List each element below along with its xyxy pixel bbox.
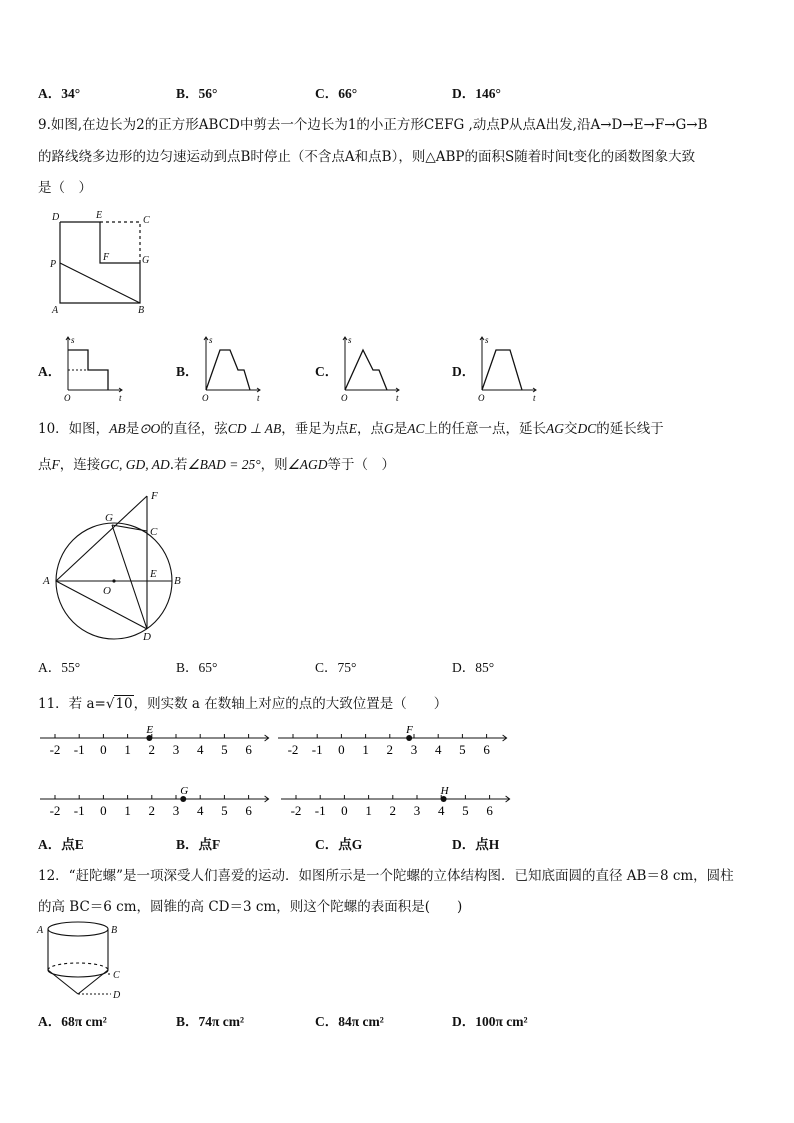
tick-label: 6 — [245, 742, 252, 757]
tick-label: -2 — [49, 742, 61, 757]
q9-graph-c — [337, 333, 407, 405]
q9-graph-a — [60, 333, 130, 405]
tick-label: -1 — [73, 742, 85, 757]
q9-label-f: F — [103, 252, 110, 263]
point-label-f: F — [406, 724, 413, 736]
q9-label-b: B — [138, 305, 145, 316]
q8-option-b: B．56° — [176, 86, 218, 101]
tick-label: 4 — [437, 803, 445, 818]
q11-text: 11．若 a=√10，则实数 a 在数轴上对应的点的大致位置是（ ） — [38, 696, 448, 712]
q9-graph-a-t: t — [119, 393, 122, 403]
tick-label: 0 — [338, 742, 345, 757]
tick-label: 4 — [196, 803, 204, 818]
q9-graph-d — [474, 333, 544, 405]
q9-graph-d-o: O — [478, 393, 485, 403]
tick-label: -1 — [73, 803, 85, 818]
q9-graph-c-o: O — [341, 393, 348, 403]
tick-label: 0 — [100, 803, 107, 818]
tick-label: 6 — [486, 803, 493, 818]
point-label-e: E — [146, 724, 154, 736]
tick-label: 2 — [148, 742, 156, 757]
q9-graph-a-s: s — [71, 335, 75, 345]
q10-label-b: B — [174, 575, 181, 587]
tick-label: -2 — [290, 803, 302, 818]
q9-text-line3: 是（ ） — [38, 180, 92, 196]
q12-top-figure — [36, 918, 136, 1003]
q12-option-b: B．74π cm² — [176, 1014, 245, 1029]
tick-label: 3 — [172, 742, 180, 757]
q9-label-a: A — [52, 305, 59, 316]
q11-number-lines — [0, 715, 794, 818]
q9-label-p: P — [50, 259, 57, 270]
q10-label-g: G — [105, 512, 113, 524]
tick-label: 1 — [124, 742, 131, 757]
q12-text-line1: 12．“赶陀螺”是一项深受人们喜爱的运动．如图所示是一个陀螺的立体结构图．已知底面圆的直径 AB＝8 cm，圆柱 — [38, 868, 734, 884]
q12-text-line2: 的高 BC＝6 cm，圆锥的高 CD＝3 cm，则这个陀螺的表面积是( ) — [38, 899, 463, 915]
q9-label-g: G — [142, 255, 150, 266]
q12-option-d: D．100π cm² — [452, 1014, 528, 1029]
tick-label: -2 — [287, 742, 299, 757]
tick-label: -2 — [49, 803, 61, 818]
q10-option-c: C．75° — [315, 660, 357, 675]
tick-label: 1 — [365, 803, 372, 818]
q9-text-line1: 9.如图,在边长为2的正方形ABCD中剪去一个边长为1的小正方形CEFG ,动点P从点A出发,沿A→D→E→F→G→B — [38, 117, 708, 133]
tick-label: 3 — [172, 803, 180, 818]
point-label-g: G — [180, 785, 189, 797]
tick-label: 3 — [410, 742, 418, 757]
q12-label-d: D — [113, 990, 121, 1001]
q9-graph-d-t: t — [533, 393, 536, 403]
q9-graph-c-s: s — [348, 335, 352, 345]
q10-label-f: F — [151, 490, 158, 502]
q8-option-d: D．146° — [452, 86, 501, 101]
q12-label-c: C — [113, 970, 120, 981]
number-line — [281, 785, 510, 818]
q9-option-a-letter: A． — [38, 364, 62, 379]
q9-graph-b-t: t — [257, 393, 260, 403]
tick-label: 5 — [459, 742, 466, 757]
q9-option-d-letter: D． — [452, 364, 476, 379]
q8-option-c: C．66° — [315, 86, 358, 101]
tick-label: -1 — [314, 803, 326, 818]
q9-graph-b-o: O — [202, 393, 209, 403]
q9-text-line2: 的路线绕多边形的边匀速运动到点B时停止（不含点A和点B），则△ABP的面积S随着时间t变化的函数图象大致 — [38, 149, 696, 165]
q9-graph-b-s: s — [209, 335, 213, 345]
tick-label: 5 — [462, 803, 469, 818]
q10-text-line2: 点F，连接GC, GD, AD.若∠BAD = 25°，则∠AGD等于（ ） — [38, 457, 396, 473]
tick-label: 4 — [434, 742, 442, 757]
tick-label: 6 — [483, 742, 490, 757]
q11-option-a: A．点E — [38, 837, 84, 852]
q10-label-d: D — [143, 631, 151, 643]
q11-option-d: D．点H — [452, 837, 500, 852]
tick-label: 2 — [389, 803, 397, 818]
q10-label-e: E — [150, 568, 157, 580]
tick-label: 6 — [245, 803, 252, 818]
q11-option-c: C．点G — [315, 837, 363, 852]
q10-text-line1: 10．如图，AB是⊙O的直径，弦CD ⊥ AB，垂足为点E，点G是AC上的任意一点，延长AG交DC的延长线于 — [38, 421, 664, 437]
number-line — [278, 724, 507, 757]
tick-label: 3 — [413, 803, 421, 818]
q12-option-a: A．68π cm² — [38, 1014, 107, 1029]
q8-option-a: A．34° — [38, 86, 81, 101]
tick-label: 1 — [362, 742, 369, 757]
q11-option-b: B．点F — [176, 837, 221, 852]
q9-label-e: E — [96, 210, 103, 221]
q10-label-c: C — [150, 526, 158, 538]
q10-label-o: O — [103, 585, 111, 597]
number-line — [40, 785, 269, 818]
q9-label-c: C — [143, 215, 150, 226]
tick-label: -1 — [311, 742, 323, 757]
q9-graph-c-t: t — [396, 393, 399, 403]
point-label-h: H — [440, 785, 449, 797]
q10-option-d: D．85° — [452, 660, 495, 675]
q9-label-d: D — [52, 212, 60, 223]
tick-label: 2 — [148, 803, 156, 818]
sqrt-symbol: √ — [105, 696, 115, 712]
q9-graph-d-s: s — [485, 335, 489, 345]
q10-label-a: A — [43, 575, 50, 587]
q10-circle-figure — [38, 486, 188, 646]
q12-option-c: C．84π cm² — [315, 1014, 384, 1029]
q10-option-b: B．65° — [176, 660, 218, 675]
q9-graph-a-o: O — [64, 393, 71, 403]
tick-label: 1 — [124, 803, 131, 818]
number-line — [40, 724, 269, 757]
q9-option-b-letter: B． — [176, 364, 199, 379]
tick-label: 5 — [221, 803, 228, 818]
q10-option-a: A．55° — [38, 660, 81, 675]
q9-option-c-letter: C． — [315, 364, 339, 379]
q12-label-b: B — [111, 925, 118, 936]
tick-label: 2 — [386, 742, 394, 757]
q12-label-a: A — [37, 925, 44, 936]
q9-graph-b — [198, 333, 268, 405]
tick-label: 0 — [100, 742, 107, 757]
tick-label: 0 — [341, 803, 348, 818]
tick-label: 4 — [196, 742, 204, 757]
tick-label: 5 — [221, 742, 228, 757]
q9-figure — [40, 205, 170, 320]
